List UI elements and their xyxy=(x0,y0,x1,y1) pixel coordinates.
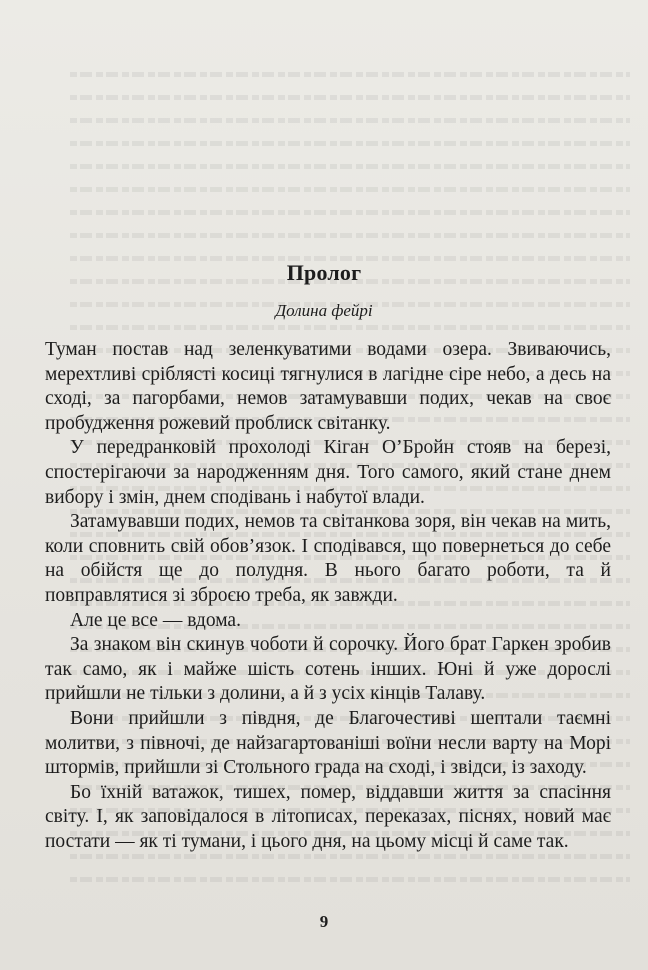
body-text xyxy=(45,338,611,854)
paragraph: Бо їхній ватажок, тишех, помер, віддавши життя за спасіння світу. І, як заповідалося в літописах, переказах, піснях, новий має постати — як ті тумани, і цього дня, на цьому місці й саме так. xyxy=(45,781,611,852)
paragraph: Вони прийшли з півдня, де Благочестиві шептали таємні молитви, з півночі, де найзагартованіші воїни несли варту на Морі штормів, прийшли зі Стольного града на сході, і звідси, із заходу. xyxy=(45,707,611,779)
paragraph: Але це все — вдома. xyxy=(70,609,241,631)
paragraph: Туман постав над зеленкуватими водами озера. Звиваючись, мерехтливі сріблясті косиці тягнулися в лагідне сіре небо, а десь на сході, за пагорбами, немов затамувавши подих, чекав на своє пробудження рожевий проблиск світанку. xyxy=(45,339,611,434)
chapter-title: Пролог xyxy=(286,260,362,285)
paragraph: У передранковій прохолоді Кіган О’Бройн стояв на березі, спостерігаючи за народженням дня. Того самого, який стане днем вибору і змін, днем сподівань і набутої влади. xyxy=(45,437,611,508)
page-number: 9 xyxy=(319,912,329,931)
chapter-subtitle: Долина фейрі xyxy=(275,301,373,320)
paragraph: За знаком він скинув чоботи й сорочку. Його брат Гаркен зробив так само, як і майже шість сотень інших. Юні й уже дорослі прийшли не тільки з долини, а й з усіх кінців Талаву. xyxy=(45,634,611,705)
paragraph: Затамувавши подих, немов та світанкова зоря, він чекав на мить, коли сповнить свій обов’язок. І сподівався, що повернеться до себе на обійстя ще до полудня. В нього багато роботи, та й повправлятися зі зброєю треба, як завжди. xyxy=(45,511,611,606)
